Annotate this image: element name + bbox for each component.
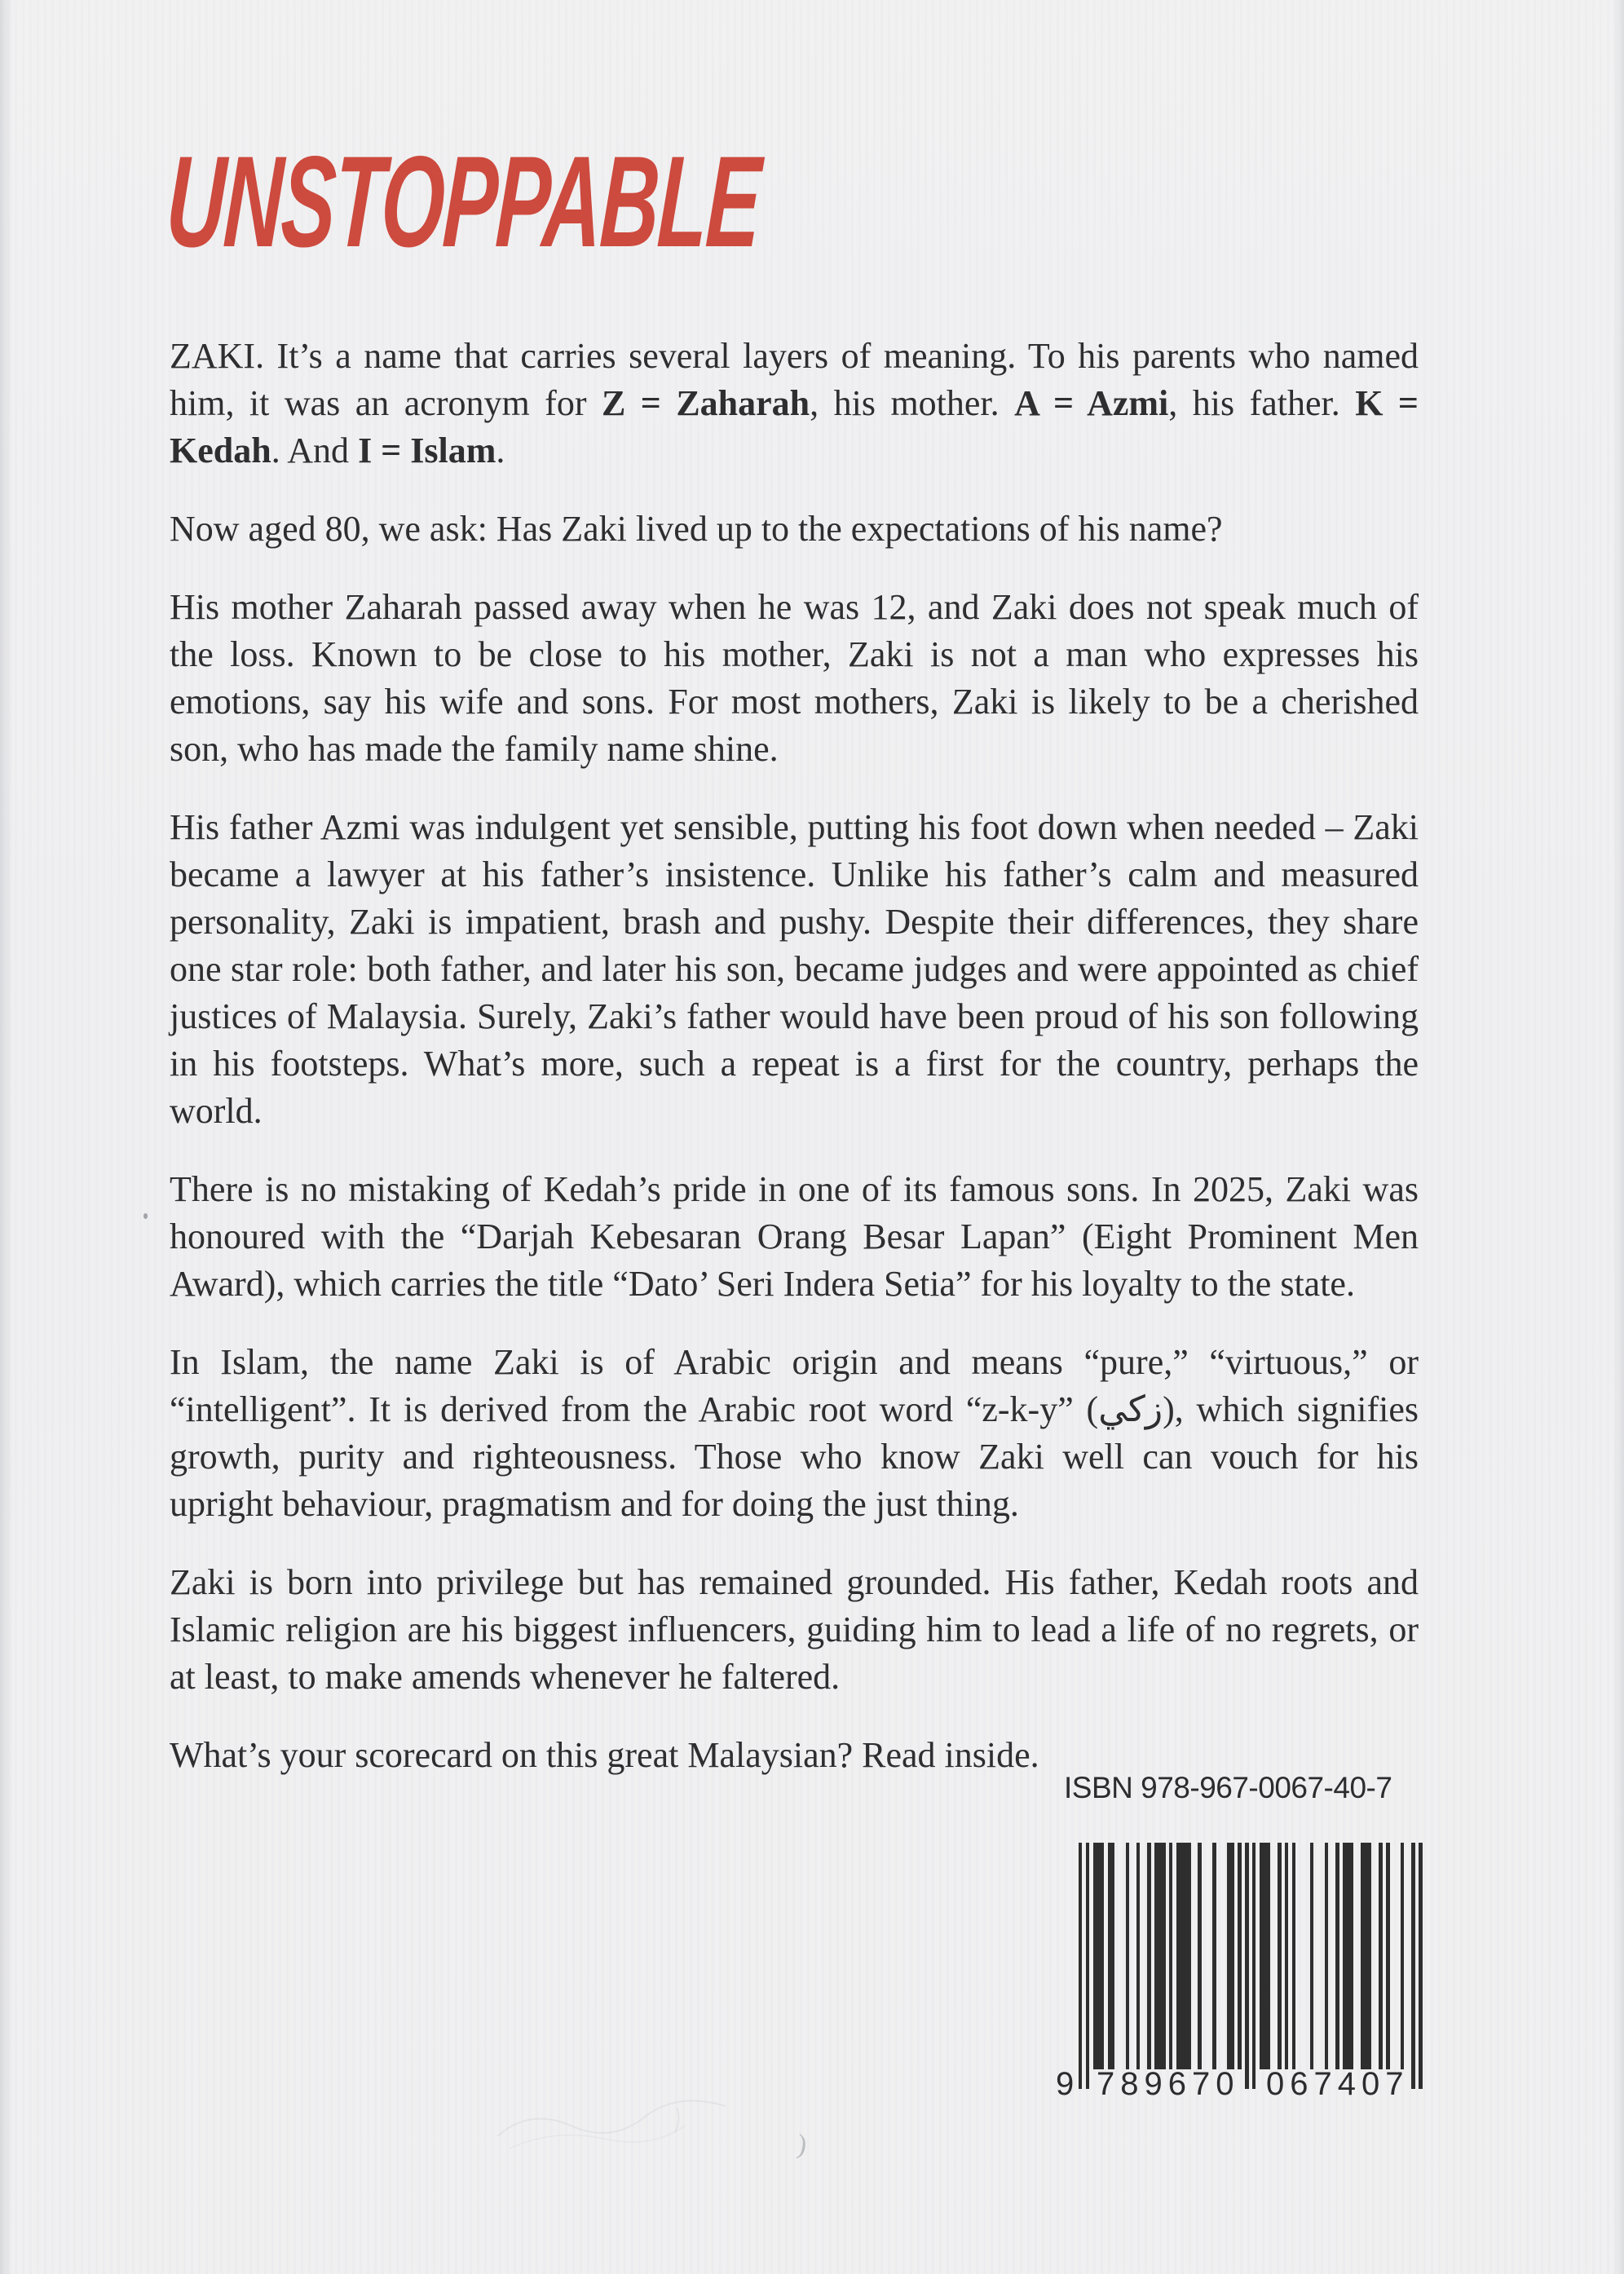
paragraph <box>170 804 1419 1135</box>
barcode-digits-left: 789670 <box>1097 2066 1240 2102</box>
paragraph <box>170 1559 1419 1701</box>
ean13-barcode <box>1056 1843 1423 2102</box>
acronym-bold-text: K = Kedah <box>170 383 1419 470</box>
scan-smudge-mark <box>481 2083 774 2173</box>
paragraph <box>170 506 1419 553</box>
paragraph <box>170 333 1419 475</box>
book-title: UNSTOPPABLE <box>163 129 763 274</box>
blurb-text: , his mother. <box>810 383 1015 423</box>
acronym-bold-text: Z = Zaharah <box>601 383 810 423</box>
barcode-digits-right: 067407 <box>1266 2066 1410 2102</box>
blurb-text: . <box>496 431 505 470</box>
blurb-text: What’s your scorecard on this great Malaysian? Read inside. <box>170 1735 1039 1775</box>
blurb-text: ZAKI. It’s a name that carries several layers of meaning. To his parents who named him, it was an acronym for <box>170 336 1419 423</box>
paragraph <box>170 584 1419 773</box>
barcode-bars <box>1079 1843 1423 2089</box>
blurb-text: Zaki is born into privilege but has remained grounded. His father, Kedah roots and Islamic religion are his biggest influencers, guiding him to lead a life of no regrets, or at least, to make amends whenever he faltered. <box>170 1562 1419 1697</box>
barcode-digit-lead: 9 <box>1056 2066 1075 2102</box>
scan-paren-mark: ) <box>795 2129 809 2161</box>
blurb-text: , his father. <box>1168 383 1356 423</box>
blurb-text: In Islam, the name Zaki is of Arabic origin and means “pure,” “virtuous,” or “intelligent”. It is derived from the Arabic root word “z-k-y” (زكي), which signifies growth, purity and righteousness. Those who know Zaki well can vouch for his upright behaviour, pragmatism and for doing the just thing. <box>170 1342 1419 1524</box>
blurb <box>170 333 1419 1810</box>
blurb-text: His father Azmi was indulgent yet sensible, putting his foot down when needed – Zaki became a lawyer at his father’s insistence. Unlike his father’s calm and measured personality, Zaki is impatient, brash and pushy. Despite their differences, they share one star role: both father, and later his son, became judges and were appointed as chief justices of Malaysia. Surely, Zaki’s father would have been proud of his son following in his footsteps. What’s more, such a repeat is a first for the country, perhaps the world. <box>170 807 1419 1131</box>
blurb-text: Now aged 80, we ask: Has Zaki lived up to the expectations of his name? <box>170 509 1223 549</box>
barcode-bar <box>1419 1843 1422 2089</box>
scan-stray-dot <box>143 1213 148 1219</box>
blurb-text: There is no mistaking of Kedah’s pride in one of its famous sons. In 2025, Zaki was honoured with the “Darjah Kebesaran Orang Besar Lapan” (Eight Prominent Men Award), which carries the title “Dato’ Seri Indera Setia” for his loyalty to the state. <box>170 1169 1419 1304</box>
paragraph <box>170 1166 1419 1308</box>
isbn-label: ISBN 978-967-0067-40-7 <box>1064 1771 1392 1804</box>
acronym-bold-text: A = Azmi <box>1014 383 1169 423</box>
paragraph <box>170 1339 1419 1528</box>
acronym-bold-text: I = Islam <box>358 431 496 470</box>
blurb-text: His mother Zaharah passed away when he was 12, and Zaki does not speak much of the loss. Known to be close to his mother, Zaki is not a man who expresses his emotions, say his wife and sons. For most mothers, Zaki is likely to be a cherished son, who has made the family name shine. <box>170 587 1419 769</box>
blurb-text: . And <box>271 431 359 470</box>
